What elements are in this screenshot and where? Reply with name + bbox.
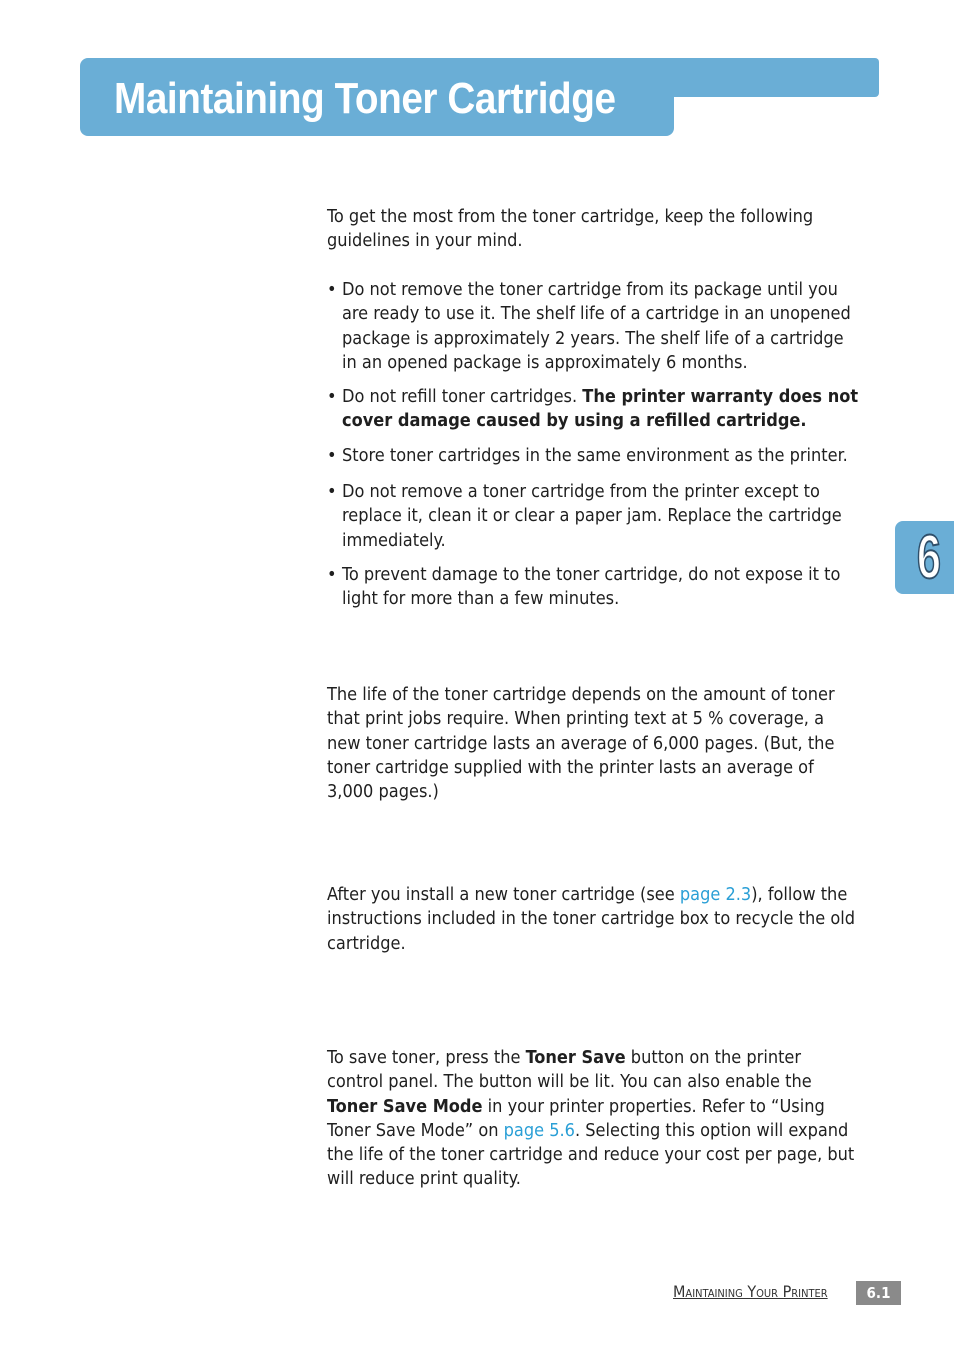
bullet-line [342, 409, 877, 433]
paragraph-text: button on the printer [625, 1047, 802, 1068]
bullet-line [342, 385, 877, 409]
toner-save-mode-term: Toner Save Mode [327, 1095, 483, 1117]
bullet-line: light for more than a few minutes. [342, 588, 620, 610]
paragraph-line: that print jobs require. When printing text at 5 % coverage, a [327, 708, 824, 730]
paragraph-line: toner cartridge supplied with the printer lasts an average of [327, 756, 814, 778]
paragraph-line [327, 1046, 877, 1070]
bullet-line: Do not remove the toner cartridge from its package until you [342, 279, 838, 300]
bullet-line: are ready to use it. The shelf life of a cartridge in an unopened [342, 303, 851, 325]
list-item [327, 444, 877, 468]
paragraph-text: in your printer properties. Refer to “Using [482, 1095, 825, 1117]
intro-paragraph [327, 205, 877, 254]
bullet-dot: • [327, 279, 337, 300]
footer-section-title: Maintaining Your Printer [673, 1282, 828, 1301]
list-item [327, 563, 877, 612]
paragraph-text: . Selecting this option will expand [574, 1119, 849, 1141]
bullet-line: in an opened package is approximately 6 months. [342, 351, 748, 373]
page-2-3-link[interactable]: page 2.3 [679, 884, 752, 905]
bullet-dot: • [327, 386, 337, 407]
paragraph-line: cartridge. [327, 932, 406, 954]
bullet-line: replace it, clean it or clear a paper jam. Replace the cartridge [342, 505, 842, 527]
bullet-dot: • [327, 564, 337, 585]
bullet-line: Store toner cartridges in the same environment as the printer. [342, 445, 848, 466]
page-title: Maintaining Toner Cartridge [114, 74, 616, 123]
bullet-line: Do not remove a toner cartridge from the printer except to [342, 481, 820, 502]
bullet-text: Do not refill toner cartridges. [342, 386, 583, 407]
paragraph-text: Toner Save Mode” on [327, 1119, 504, 1141]
chapter-number: 6 [916, 523, 942, 592]
paragraph-line [327, 1095, 877, 1119]
paragraph-line [327, 883, 877, 907]
bullet-line: immediately. [342, 529, 446, 551]
paragraph-text: After you install a new toner cartridge (see [327, 884, 680, 905]
paragraph-line: control panel. The button will be lit. You can also enable the [327, 1071, 812, 1093]
bullet-dot: • [327, 445, 337, 466]
toner-save-paragraph [327, 1046, 877, 1192]
title-bar-extension [640, 58, 879, 97]
bullet-line: To prevent damage to the toner cartridge, do not expose it to [342, 564, 841, 585]
list-item [327, 278, 877, 375]
paragraph-line: 3,000 pages.) [327, 781, 439, 803]
paragraph-line: The life of the toner cartridge depends on the amount of toner [327, 684, 835, 705]
warranty-warning: The printer warranty does not [582, 386, 859, 407]
paragraph-line: will reduce print quality. [327, 1168, 521, 1190]
list-item [327, 385, 877, 434]
bullet-dot: • [327, 481, 337, 502]
recycle-paragraph [327, 883, 877, 956]
paragraph-line: instructions included in the toner cartridge box to recycle the old [327, 908, 856, 930]
footer-page-number: 6.1 [856, 1281, 901, 1305]
bullet-line: package is approximately 2 years. The shelf life of a cartridge [342, 327, 844, 349]
paragraph-line [327, 1119, 877, 1143]
warranty-warning: cover damage caused by using a refilled cartridge. [342, 410, 807, 432]
intro-line: guidelines in your mind. [327, 230, 523, 252]
toner-save-term: Toner Save [525, 1047, 626, 1068]
intro-line: To get the most from the toner cartridge, keep the following [327, 206, 814, 227]
paragraph-line: the life of the toner cartridge and reduce your cost per page, but [327, 1144, 855, 1166]
paragraph-text: To save toner, press the [327, 1047, 526, 1068]
paragraph-text: ), follow the [751, 884, 848, 905]
page-5-6-link[interactable]: page 5.6 [503, 1119, 575, 1141]
toner-life-paragraph [327, 683, 877, 804]
list-item [327, 480, 877, 553]
paragraph-line: new toner cartridge lasts an average of 6,000 pages. (But, the [327, 732, 835, 754]
